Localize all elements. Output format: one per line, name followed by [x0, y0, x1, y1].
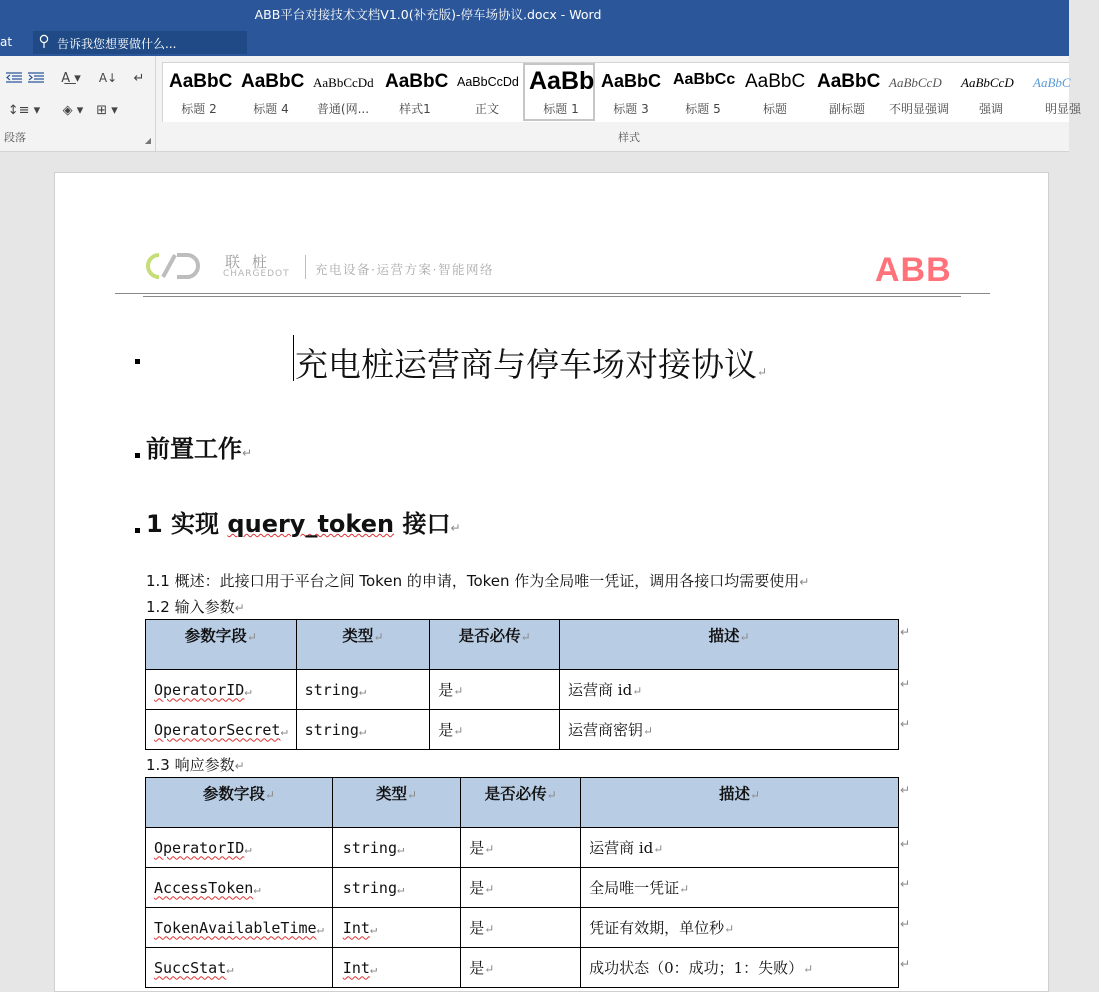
table-cell[interactable]: string↵	[296, 670, 430, 710]
table-header-row	[146, 778, 899, 828]
table-cell[interactable]: string↵	[332, 868, 460, 908]
style-subtitle[interactable]: AaBbC 副标题	[817, 71, 881, 116]
paragraph-response-params[interactable]: 1.3 响应参数↵	[146, 756, 245, 774]
header-separator	[305, 255, 306, 279]
response-params-table	[145, 777, 899, 988]
input-params-table	[145, 619, 899, 750]
row-end-mark: ↵	[900, 917, 911, 931]
style-subtle-emphasis[interactable]: AaBbCcD 不明显强调	[888, 75, 949, 116]
table-row	[146, 670, 899, 710]
table-header-cell: 是否必传↵	[461, 778, 581, 828]
style-normal-web[interactable]: AaBbCcDd 普通(网...	[313, 75, 374, 116]
style-heading-1[interactable]: AaBb 标题 1	[523, 63, 595, 121]
table-cell[interactable]: OperatorSecret↵	[146, 710, 297, 750]
abb-logo: ABB	[875, 251, 952, 289]
window-title: ABB平台对接技术文档V1.0(补充版)-停车场协议.docx - Word	[254, 7, 602, 22]
line-spacing-icon[interactable]: ↕≡ ▾	[7, 102, 41, 118]
table-header-cell: 类型↵	[296, 620, 430, 670]
ribbon	[0, 56, 1081, 152]
table-row	[146, 908, 899, 948]
table-cell[interactable]: OperatorID↵	[146, 828, 333, 868]
heading-prework[interactable]: 前置工作↵	[146, 435, 253, 463]
dialog-launcher-icon[interactable]: ◢	[144, 136, 151, 145]
table-cell[interactable]: 是↵	[461, 828, 581, 868]
table-cell[interactable]: 是↵	[461, 908, 581, 948]
logo-english-text: CHARGEDOT	[223, 269, 290, 279]
table-row	[146, 948, 899, 988]
style-title[interactable]: AaBbC 标题	[745, 71, 806, 116]
table-header-cell: 参数字段↵	[146, 620, 297, 670]
show-marks-icon[interactable]: ↵	[133, 70, 145, 86]
table-cell[interactable]: string↵	[296, 710, 430, 750]
paragraph-input-params[interactable]: 1.2 输入参数↵	[146, 598, 245, 616]
chargedot-logo-icon	[145, 251, 205, 281]
asian-layout-icon[interactable]: A͟ ▾	[61, 70, 81, 86]
style-heading-3[interactable]: AaBbC 标题 3	[601, 71, 662, 116]
style-style1[interactable]: AaBbC 样式1	[385, 71, 449, 116]
table-cell[interactable]: 运营商密钥↵	[560, 710, 899, 750]
increase-indent-icon[interactable]	[26, 68, 46, 88]
style-body[interactable]: AaBbCcDd 正文	[457, 75, 519, 116]
row-end-mark: ↵	[900, 837, 911, 851]
table-cell[interactable]: 是↵	[430, 710, 560, 750]
text-cursor	[293, 335, 294, 381]
table-cell[interactable]: 凭证有效期，单位秒↵	[581, 908, 899, 948]
shading-icon[interactable]: ◈ ▾	[62, 102, 84, 118]
table-cell[interactable]: 成功状态（0：成功；1：失败）↵	[581, 948, 899, 988]
table-header-cell: 描述↵	[581, 778, 899, 828]
list-bullet	[135, 359, 140, 364]
logo-chinese-text: 联桩	[225, 253, 280, 271]
title-bar	[0, 0, 1069, 28]
styles-gallery	[162, 62, 1081, 122]
sort-icon[interactable]: A↓	[98, 71, 118, 85]
table-cell[interactable]: 是↵	[461, 948, 581, 988]
table-cell[interactable]: OperatorID↵	[146, 670, 297, 710]
style-heading-5[interactable]: AaBbCc 标题 5	[673, 71, 736, 116]
document-page[interactable]	[54, 172, 1049, 992]
table-cell[interactable]: 全局唯一凭证↵	[581, 868, 899, 908]
row-end-mark: ↵	[900, 783, 911, 797]
list-bullet	[135, 453, 140, 458]
table-row	[146, 710, 899, 750]
paragraph-overview[interactable]: 1.1 概述：此接口用于平台之间 Token 的申请，Token 作为全局唯一凭证，调用各接口均需要使用↵	[146, 572, 810, 590]
tell-me-placeholder: 告诉我您想要做什么...	[57, 37, 177, 51]
table-header-cell: 参数字段↵	[146, 778, 333, 828]
table-cell[interactable]: 是↵	[430, 670, 560, 710]
table-cell[interactable]: Int↵	[332, 948, 460, 988]
row-end-mark: ↵	[900, 677, 911, 691]
table-row	[146, 868, 899, 908]
styles-group-label: 样式	[618, 131, 640, 144]
decrease-indent-icon[interactable]	[4, 68, 24, 88]
table-header-cell: 描述↵	[560, 620, 899, 670]
table-cell[interactable]: string↵	[332, 828, 460, 868]
row-end-mark: ↵	[900, 717, 911, 731]
table-header-row	[146, 620, 899, 670]
paragraph-group	[0, 56, 156, 151]
tell-me-search[interactable]	[33, 31, 247, 54]
header-tagline: 充电设备·运营方案·智能网络	[315, 262, 494, 277]
table-cell[interactable]: AccessToken↵	[146, 868, 333, 908]
paragraph-group-label: 段落	[4, 131, 26, 144]
table-cell[interactable]: 运营商 id↵	[581, 828, 899, 868]
lightbulb-icon	[39, 34, 49, 50]
header-rule	[115, 293, 990, 294]
table-header-cell: 是否必传↵	[430, 620, 560, 670]
document-title[interactable]: 充电桩运营商与停车场对接协议↵	[295, 345, 768, 384]
header-rule-inner	[143, 296, 961, 297]
style-intense-emphasis[interactable]: AaBbC 明显强	[1033, 75, 1081, 116]
tell-me-bar	[0, 28, 1069, 56]
table-cell[interactable]: SuccStat↵	[146, 948, 333, 988]
row-end-mark: ↵	[900, 957, 911, 971]
style-heading-4[interactable]: AaBbC 标题 4	[241, 71, 305, 116]
row-end-mark: ↵	[900, 625, 911, 639]
row-end-mark: ↵	[900, 877, 911, 891]
table-row	[146, 828, 899, 868]
borders-icon[interactable]: ⊞ ▾	[96, 102, 118, 118]
list-bullet	[135, 528, 140, 533]
tab-fragment[interactable]: at	[0, 35, 13, 49]
style-emphasis[interactable]: AaBbCcD 强调	[961, 75, 1014, 116]
table-cell[interactable]: Int↵	[332, 908, 460, 948]
table-header-cell: 类型↵	[332, 778, 460, 828]
table-cell[interactable]: TokenAvailableTime↵	[146, 908, 333, 948]
table-cell[interactable]: 运营商 id↵	[560, 670, 899, 710]
heading-query-token[interactable]: 1 实现 query_token 接口↵	[146, 510, 461, 538]
table-cell[interactable]: 是↵	[461, 868, 581, 908]
style-heading-2[interactable]: AaBbC 标题 2	[169, 71, 233, 116]
